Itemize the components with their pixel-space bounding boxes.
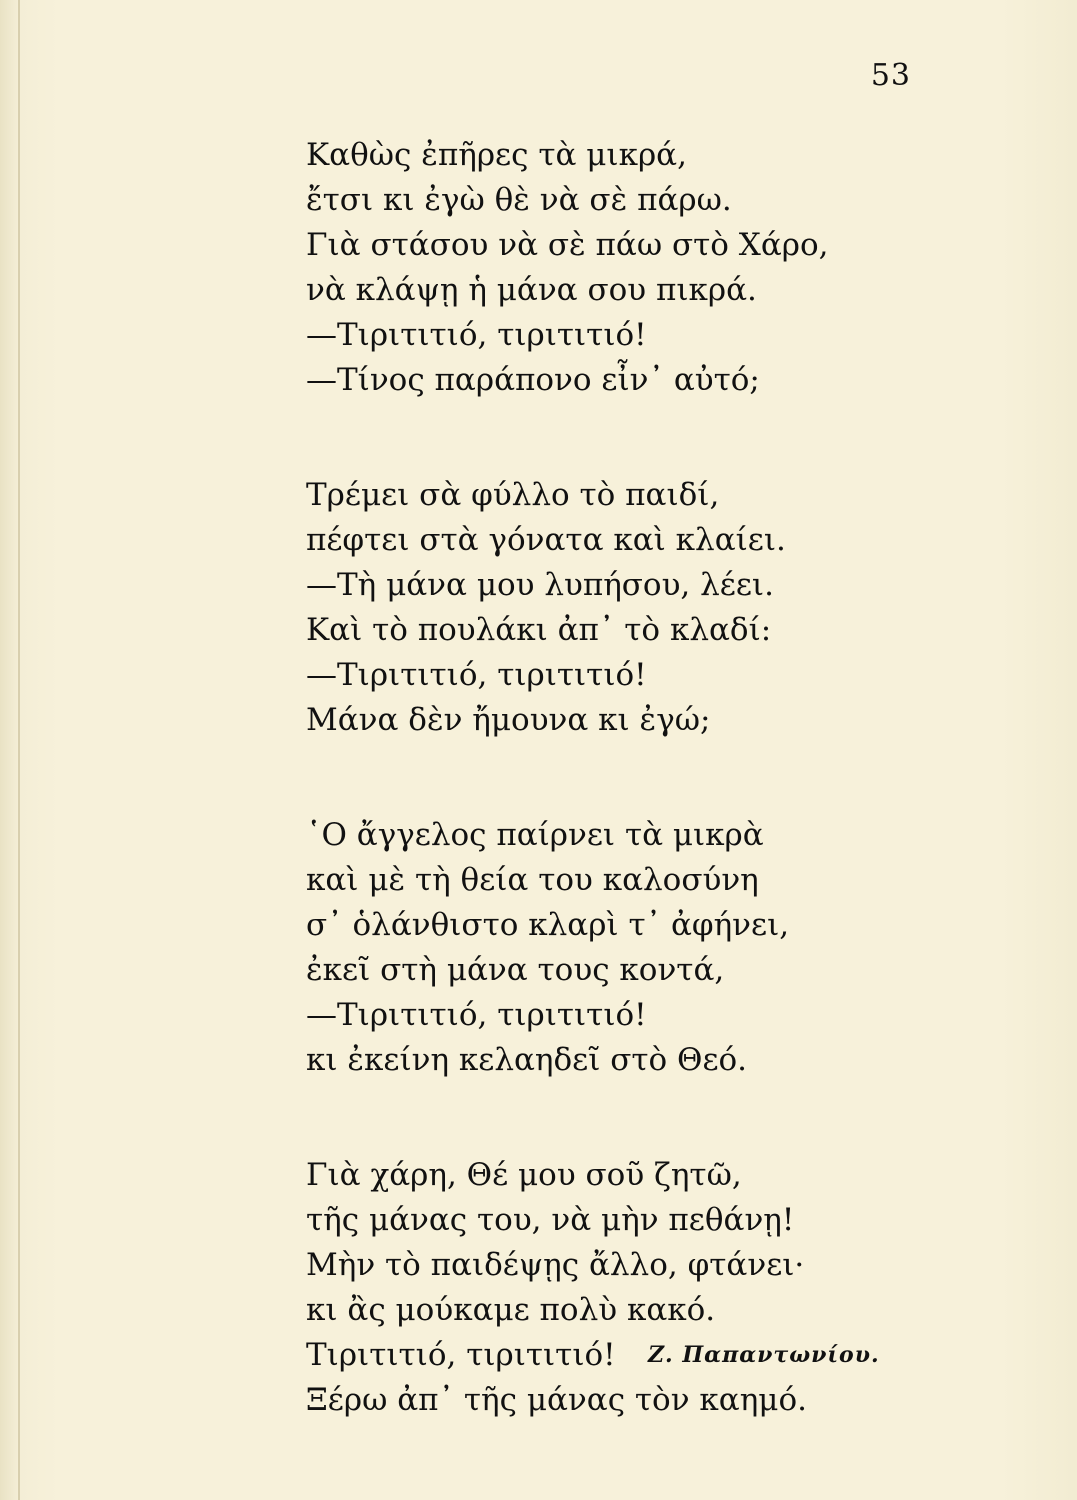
poem-line: Μάνα δὲν ἤμουνα κι ἐγώ;: [306, 702, 711, 738]
stanza-2: [306, 473, 829, 743]
poem-line: Καθὼς ἐπῆρες τὰ μικρά,: [306, 137, 687, 173]
poem-line: Ξέρω ἀπ᾿ τῆς μάνας τὸν καημό.: [306, 1382, 807, 1418]
poem-line: Μὴν τὸ παιδέψῃς ἄλλο, φτάνει·: [306, 1247, 805, 1283]
stanza-1: [306, 133, 829, 403]
poem-line: —Τιριτιτιό, τιριτιτιό!: [306, 657, 647, 693]
poem-line: ῾Ο ἄγγελος παίρνει τὰ μικρὰ: [306, 817, 764, 853]
poem-line: νὰ κλάψῃ ἡ μάνα σου πικρά.: [306, 272, 757, 308]
poem-line: κι ἂς μούκαμε πολὺ κακό.: [306, 1292, 716, 1328]
poem-line: σ᾿ ὁλάνθιστο κλαρὶ τ᾿ ἀφήνει,: [306, 907, 790, 943]
poem-line: —Τὴ μάνα μου λυπήσου, λέει.: [306, 567, 774, 603]
author-signature: Ζ. Παπαντωνίου.: [648, 1342, 880, 1368]
poem-line: —Τιριτιτιό, τιριτιτιό!: [306, 317, 647, 353]
poem-line: Τρέμει σὰ φύλλο τὸ παιδί,: [306, 477, 720, 513]
page-number: 53: [870, 58, 911, 93]
poem-line: πέφτει στὰ γόνατα καὶ κλαίει.: [306, 522, 786, 558]
poem-line: ἔτσι κι ἐγὼ θὲ νὰ σὲ πάρω.: [306, 182, 732, 218]
poem-line: τῆς μάνας του, νὰ μὴν πεθάνῃ!: [306, 1202, 795, 1238]
poem: [306, 133, 829, 1493]
poem-line: κι ἐκείνη κελαηδεῖ στὸ Θεό.: [306, 1042, 748, 1078]
poem-line: Καὶ τὸ πουλάκι ἀπ᾿ τὸ κλαδί:: [306, 612, 772, 648]
poem-line: Τιριτιτιό, τιριτιτιό!: [306, 1337, 616, 1373]
poem-line: καὶ μὲ τὴ θεία του καλοσύνη: [306, 862, 759, 898]
poem-line: Γιὰ χάρη, Θέ μου σοῦ ζητῶ,: [306, 1157, 742, 1193]
poem-line: ἐκεῖ στὴ μάνα τους κοντά,: [306, 952, 725, 988]
poem-line: Γιὰ στάσου νὰ σὲ πάω στὸ Χάρο,: [306, 227, 829, 263]
poem-line: —Τίνος παράπονο εἶν᾿ αὐτό;: [306, 362, 760, 398]
poem-line: —Τιριτιτιό, τιριτιτιό!: [306, 997, 647, 1033]
stanza-3: [306, 813, 829, 1083]
binding-edge: [18, 0, 20, 1500]
stanza-4: [306, 1153, 829, 1423]
